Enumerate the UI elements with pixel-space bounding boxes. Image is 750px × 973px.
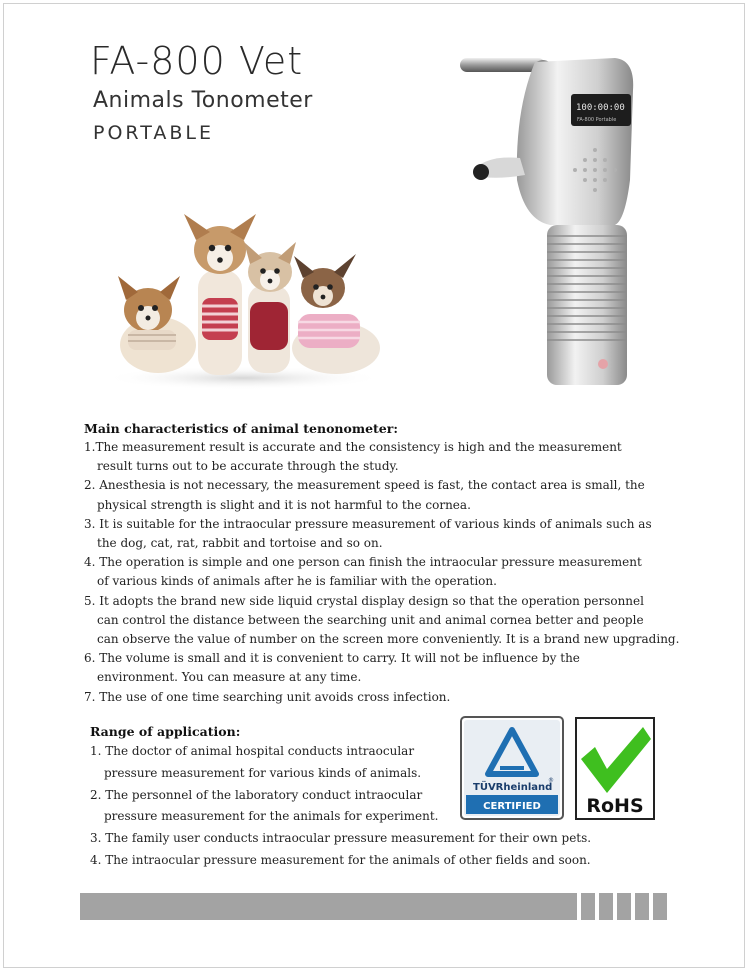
dog-left xyxy=(118,276,196,373)
footer-block xyxy=(617,893,631,920)
list-item-first-line: 3. The family user conducts intraocular pressure measurement for their own pets. xyxy=(90,831,592,846)
device-display-readout: 100:00:00 xyxy=(576,103,625,113)
list-item-first-line: 1.The measurement result is accurate and the consistency is high and the measurement xyxy=(84,440,622,454)
device-display-model: FA-800 Portable xyxy=(577,117,617,123)
list-item xyxy=(84,592,684,650)
list-item xyxy=(84,438,684,476)
list-item-first-line: 7. The use of one time searching unit avoids cross infection. xyxy=(84,689,451,704)
footer-block xyxy=(599,893,613,920)
rohs-text: RoHS xyxy=(586,795,644,817)
rohs-badge xyxy=(575,717,655,820)
list-item-first-line: 6. The volume is small and it is convenient to carry. It will not be influence by the xyxy=(84,651,580,666)
list-item xyxy=(84,476,684,514)
list-item-continuation: the dog, cat, rat, rabbit and tortoise and so on. xyxy=(97,536,383,551)
footer-block xyxy=(581,893,595,920)
characteristics-section xyxy=(84,419,684,707)
list-item xyxy=(90,828,610,850)
list-item-first-line: 2. The personnel of the laboratory conduct intraocular xyxy=(90,787,423,802)
list-item-first-line: 4. The operation is simple and one person can finish the intraocular pressure measurement xyxy=(84,555,642,570)
list-item-first-line: 3. It is suitable for the intraocular pressure measurement of various kinds of animals such as xyxy=(84,516,652,531)
application-heading: Range of application: xyxy=(90,724,241,739)
characteristics-list xyxy=(84,438,684,707)
list-item-continuation: result turns out to be accurate through the study. xyxy=(97,459,399,474)
list-item xyxy=(84,649,684,687)
tuv-rheinland-badge xyxy=(460,716,564,820)
list-item xyxy=(90,850,610,872)
list-item-first-line: 2. Anesthesia is not necessary, the measurement speed is fast, the contact area is small, the xyxy=(84,478,645,493)
footer-bar xyxy=(80,893,577,920)
tuv-registered-mark: ® xyxy=(548,777,554,784)
product-title: FA-800 Vet xyxy=(90,39,304,83)
list-item-continuation: can control the distance between the searching unit and animal cornea better and people xyxy=(97,612,644,627)
list-item-continuation: pressure measurement for various kinds of animals. xyxy=(104,765,422,780)
footer-blocks xyxy=(581,893,667,920)
list-item-first-line: 1. The doctor of animal hospital conducts intraocular xyxy=(90,744,415,758)
list-item-continuation: physical strength is slight and it is not harmful to the cornea. xyxy=(97,497,471,512)
characteristics-heading: Main characteristics of animal tenonometer: xyxy=(84,421,398,436)
list-item xyxy=(84,688,684,707)
footer-block xyxy=(653,893,667,920)
list-item-first-line: 4. The intraocular pressure measurement for the animals of other fields and soon. xyxy=(90,852,591,867)
list-item-continuation: can observe the value of number on the screen more conveniently. It is a brand new upgrading. xyxy=(97,632,680,647)
dog-right xyxy=(292,254,380,374)
list-item-continuation: environment. You can measure at any time. xyxy=(97,670,362,685)
list-item-continuation: pressure measurement for the animals for experiment. xyxy=(104,809,439,824)
list-item-first-line: 5. It adopts the brand new side liquid crystal display design so that the operation personnel xyxy=(84,593,644,608)
footer-block xyxy=(635,893,649,920)
list-item xyxy=(84,553,684,591)
product-subtitle: Animals Tonometer xyxy=(93,88,313,113)
list-item-continuation: of various kinds of animals after he is familiar with the operation. xyxy=(97,574,497,589)
tuv-certified-text: CERTIFIED xyxy=(483,801,541,812)
power-led xyxy=(598,359,608,369)
dogs-photo xyxy=(98,210,388,390)
product-tagline: PORTABLE xyxy=(93,122,214,144)
tuv-brand-text: TÜVRheinland xyxy=(473,782,553,793)
tonometer-device xyxy=(455,50,655,390)
dog-middle xyxy=(244,242,296,373)
list-item xyxy=(84,515,684,553)
